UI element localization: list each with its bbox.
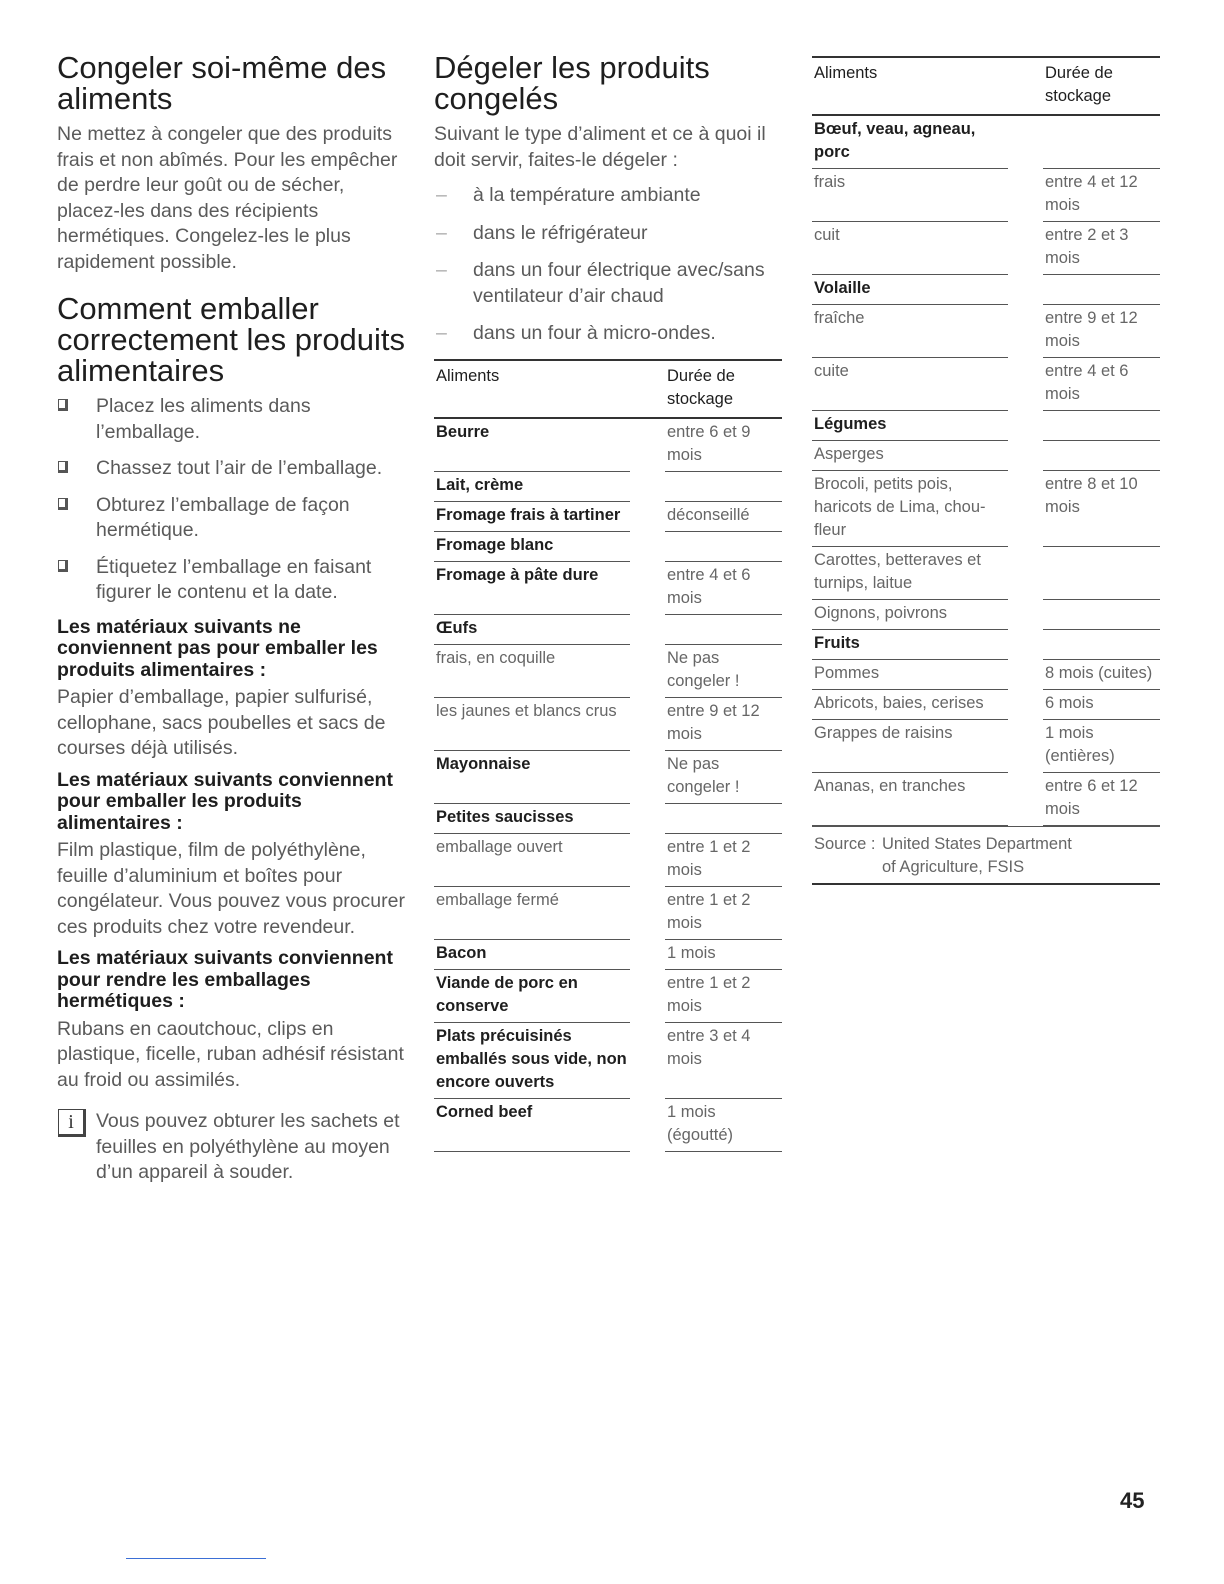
duration-cell bbox=[1043, 547, 1160, 600]
food-cell: fraîche bbox=[812, 305, 1008, 358]
food-cell: frais, en coquille bbox=[434, 645, 630, 698]
table-row bbox=[434, 1099, 782, 1152]
freezing-paragraph: Ne mettez à congeler que des produits frais et non abîmés. Pour les empêcher de perdre leur goût ou de sécher, placez-les dans des récipients hermétiques. Congelez-les le plus rapidement possible. bbox=[57, 123, 398, 273]
column-right bbox=[812, 56, 1160, 885]
duration-cell bbox=[1043, 411, 1160, 441]
checkbox-icon bbox=[58, 498, 68, 510]
table-row bbox=[434, 940, 782, 970]
table-row bbox=[434, 834, 782, 887]
food-cell: Corned beef bbox=[434, 1099, 630, 1152]
table-row bbox=[812, 660, 1160, 690]
dash-bullet: – bbox=[436, 259, 447, 281]
duration-cell: 1 mois (égoutté) bbox=[665, 1099, 782, 1152]
food-cell: frais bbox=[812, 169, 1008, 222]
checklist-item: Chassez tout l’air de l’emballage. bbox=[57, 456, 409, 482]
food-cell: emballage fermé bbox=[434, 887, 630, 940]
source-text: United States Department of Agriculture, FSIS bbox=[882, 835, 1072, 876]
food-cell: Bacon bbox=[434, 940, 630, 970]
food-cell: Brocoli, petits pois, haricots de Lima, chou-fleur bbox=[812, 471, 1008, 547]
food-cell: Fruits bbox=[812, 630, 1008, 660]
checklist-item: Obturez l’emballage de façon hermétique. bbox=[57, 493, 409, 544]
duration-cell: entre 3 et 4 mois bbox=[665, 1023, 782, 1099]
food-cell: Volaille bbox=[812, 275, 1008, 305]
header-duration: Durée de stockage bbox=[1045, 64, 1113, 105]
food-cell: Grappes de raisins bbox=[812, 720, 1008, 773]
dash-bullet: – bbox=[436, 184, 447, 206]
table-row bbox=[812, 169, 1160, 222]
table-row bbox=[434, 532, 782, 562]
food-cell: Pommes bbox=[812, 660, 1008, 690]
section-title-thawing: Dégeler les produits congelés bbox=[434, 50, 710, 116]
food-cell: Oignons, poivrons bbox=[812, 600, 1008, 630]
food-cell: Petites saucisses bbox=[434, 804, 630, 834]
suitable-materials-heading: Les matériaux suivants conviennent pour emballer les produits alimentaires : bbox=[57, 768, 393, 834]
table-row bbox=[434, 419, 782, 472]
table-header bbox=[812, 58, 1160, 116]
section-title-packaging: Comment emballer correctement les produits alimentaires bbox=[57, 291, 406, 388]
duration-cell bbox=[1043, 275, 1160, 305]
unsuitable-materials-heading: Les matériaux suivants ne conviennent pas pour emballer les produits alimentaires : bbox=[57, 615, 378, 681]
table-row bbox=[812, 720, 1160, 773]
table-source bbox=[812, 826, 1160, 885]
duration-cell: entre 1 et 2 mois bbox=[665, 970, 782, 1023]
duration-cell bbox=[1043, 441, 1160, 471]
food-cell: Lait, crème bbox=[434, 472, 630, 502]
column-left bbox=[57, 52, 409, 1186]
table-row bbox=[812, 441, 1160, 471]
storage-table-dairy-meat bbox=[434, 359, 782, 1152]
table-row bbox=[434, 804, 782, 834]
section-title-freezing: Congeler soi-même des aliments bbox=[57, 50, 387, 116]
duration-cell bbox=[665, 804, 782, 834]
food-cell: Asperges bbox=[812, 441, 1008, 471]
footer-divider bbox=[126, 1558, 266, 1559]
food-cell: Plats précuisinés emballés sous vide, non encore ouverts bbox=[434, 1023, 630, 1099]
duration-cell: Ne pas congeler ! bbox=[665, 645, 782, 698]
thawing-intro: Suivant le type d’aliment et ce à quoi il doit servir, faites-le dégeler : bbox=[434, 123, 766, 171]
source-label: Source : bbox=[814, 835, 876, 853]
list-item: – dans un four électrique avec/sans ventilateur d’air chaud bbox=[436, 259, 765, 307]
table-row bbox=[434, 502, 782, 532]
table-row bbox=[812, 471, 1160, 547]
duration-cell: entre 6 et 12 mois bbox=[1043, 773, 1160, 826]
duration-cell: 6 mois bbox=[1043, 690, 1160, 720]
food-cell: Abricots, baies, cerises bbox=[812, 690, 1008, 720]
duration-cell: entre 2 et 3 mois bbox=[1043, 222, 1160, 275]
duration-cell bbox=[665, 472, 782, 502]
list-item: – dans un four à micro-ondes. bbox=[434, 321, 782, 347]
food-cell: Beurre bbox=[434, 419, 630, 472]
table-row bbox=[812, 116, 1160, 169]
duration-cell: 1 mois bbox=[665, 940, 782, 970]
food-cell: Fromage à pâte dure bbox=[434, 562, 630, 615]
duration-cell: entre 4 et 6 mois bbox=[665, 562, 782, 615]
table-row bbox=[434, 472, 782, 502]
duration-cell bbox=[1043, 116, 1160, 169]
table-row bbox=[434, 970, 782, 1023]
sealing-materials-text: Rubans en caoutchouc, clips en plastique, ficelle, ruban adhésif résistant au froid ou assimilés. bbox=[57, 1017, 404, 1091]
duration-cell bbox=[665, 615, 782, 645]
packaging-checklist bbox=[57, 394, 409, 606]
table-row bbox=[434, 887, 782, 940]
sealing-materials-heading: Les matériaux suivants conviennent pour rendre les emballages hermétiques : bbox=[57, 947, 393, 1012]
table-row bbox=[812, 690, 1160, 720]
food-cell: emballage ouvert bbox=[434, 834, 630, 887]
table-row bbox=[812, 358, 1160, 411]
duration-cell: entre 1 et 2 mois bbox=[665, 887, 782, 940]
checkbox-icon bbox=[58, 560, 68, 572]
food-cell: Viande de porc en conserve bbox=[434, 970, 630, 1023]
food-cell: Bœuf, veau, agneau, porc bbox=[812, 116, 1008, 169]
page-number: 45 bbox=[1120, 1488, 1145, 1513]
checkbox-icon bbox=[58, 399, 68, 411]
list-item: – à la température ambiante bbox=[434, 183, 782, 209]
table-row bbox=[812, 630, 1160, 660]
duration-cell bbox=[665, 532, 782, 562]
dash-bullet: – bbox=[436, 221, 447, 244]
duration-cell: 8 mois (cuites) bbox=[1043, 660, 1160, 690]
duration-cell: Ne pas congeler ! bbox=[665, 751, 782, 804]
header-food: Aliments bbox=[814, 64, 878, 82]
checklist-item: Placez les aliments dans l’emballage. bbox=[57, 394, 409, 445]
table-row bbox=[434, 698, 782, 751]
duration-cell bbox=[1043, 600, 1160, 630]
duration-cell: entre 6 et 9 mois bbox=[665, 419, 782, 472]
duration-cell: déconseillé bbox=[665, 502, 782, 532]
dash-bullet: – bbox=[436, 322, 447, 344]
list-item: – dans le réfrigérateur bbox=[434, 221, 782, 247]
duration-cell: entre 1 et 2 mois bbox=[665, 834, 782, 887]
table-row bbox=[434, 615, 782, 645]
table-header bbox=[434, 361, 782, 419]
info-note bbox=[57, 1109, 409, 1186]
table-row bbox=[812, 411, 1160, 441]
food-cell: Fromage blanc bbox=[434, 532, 630, 562]
thawing-methods-list bbox=[434, 183, 782, 347]
table-row bbox=[434, 562, 782, 615]
table-row bbox=[812, 222, 1160, 275]
info-icon: i bbox=[58, 1109, 86, 1137]
unsuitable-materials-text: Papier d’emballage, papier sulfurisé, cellophane, sacs poubelles et sacs de courses déjà utilisés. bbox=[57, 686, 386, 759]
header-duration: Durée de stockage bbox=[667, 366, 735, 408]
duration-cell: entre 4 et 6 mois bbox=[1043, 358, 1160, 411]
checkbox-icon bbox=[58, 461, 68, 473]
food-cell: cuite bbox=[812, 358, 1008, 411]
food-cell: Carottes, betteraves et turnips, laitue bbox=[812, 547, 1008, 600]
info-text: Vous pouvez obturer les sachets et feuilles en polyéthylène au moyen d’un appareil à souder. bbox=[96, 1110, 400, 1183]
duration-cell: entre 9 et 12 mois bbox=[665, 698, 782, 751]
table-row bbox=[434, 645, 782, 698]
table-row bbox=[812, 305, 1160, 358]
duration-cell bbox=[1043, 630, 1160, 660]
table-row bbox=[812, 600, 1160, 630]
table-row bbox=[434, 1023, 782, 1099]
checklist-item: Étiquetez l’emballage en faisant figurer le contenu et la date. bbox=[57, 555, 409, 606]
storage-table-meat-produce bbox=[812, 56, 1160, 826]
duration-cell: entre 8 et 10 mois bbox=[1043, 471, 1160, 547]
table-row bbox=[812, 773, 1160, 826]
food-cell: Fromage frais à tartiner bbox=[434, 502, 630, 532]
duration-cell: 1 mois (entières) bbox=[1043, 720, 1160, 773]
food-cell: Œufs bbox=[434, 615, 630, 645]
table-row bbox=[434, 751, 782, 804]
food-cell: Mayonnaise bbox=[434, 751, 630, 804]
duration-cell: entre 9 et 12 mois bbox=[1043, 305, 1160, 358]
food-cell: les jaunes et blancs crus bbox=[434, 698, 630, 751]
food-cell: Ananas, en tranches bbox=[812, 773, 1008, 826]
column-middle bbox=[434, 52, 782, 1152]
food-cell: cuit bbox=[812, 222, 1008, 275]
table-row bbox=[812, 275, 1160, 305]
duration-cell: entre 4 et 12 mois bbox=[1043, 169, 1160, 222]
food-cell: Légumes bbox=[812, 411, 1008, 441]
header-food: Aliments bbox=[436, 366, 500, 385]
table-row bbox=[812, 547, 1160, 600]
suitable-materials-text: Film plastique, film de polyéthylène, feuille d’aluminium et boîtes pour congélateur. Vous pouvez vous procurer ces produits chez votre revendeur. bbox=[57, 839, 405, 938]
